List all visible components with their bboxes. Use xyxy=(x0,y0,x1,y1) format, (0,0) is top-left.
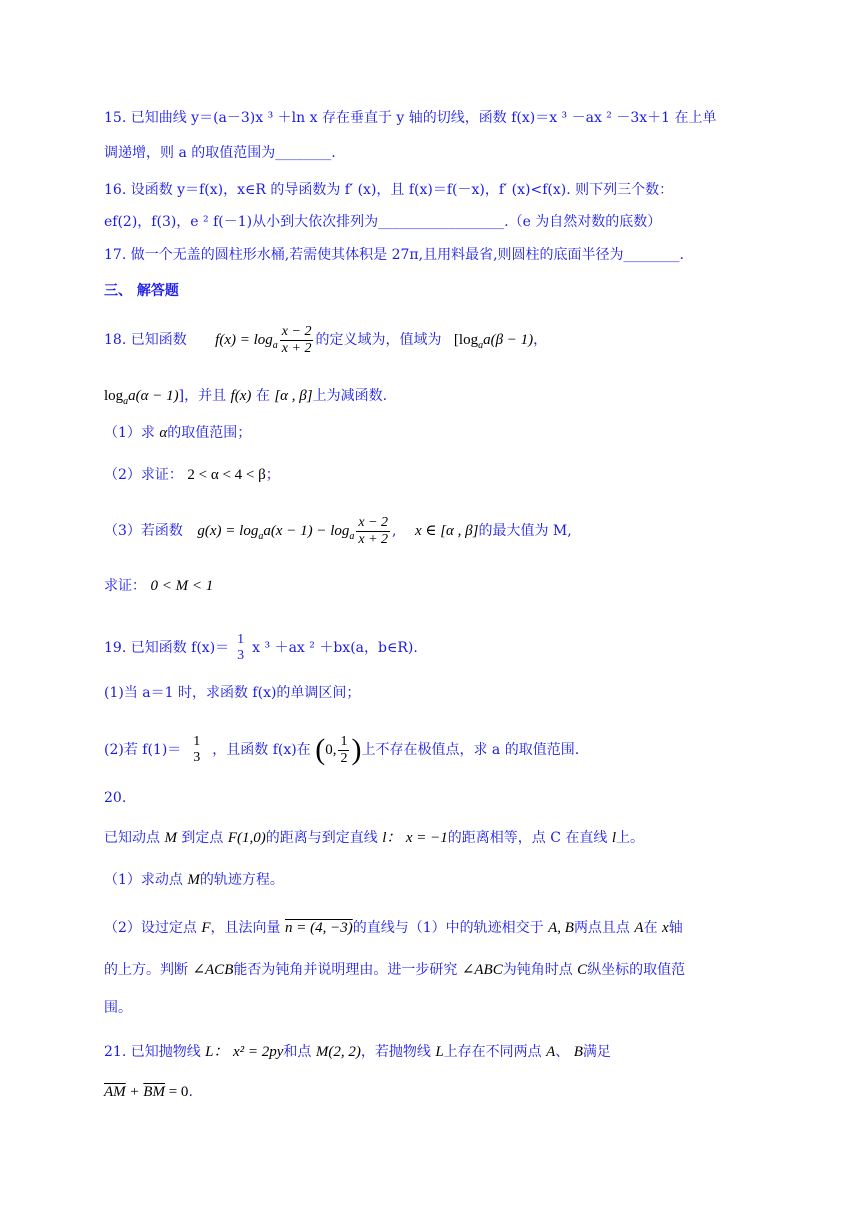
question-19-part1: (1)当 a＝1 时，求函数 f(x)的单调区间； xyxy=(104,685,361,701)
question-20-part2-line1: （2）设过定点 F，且法向量 n = (4, −3)的直线与（1）中的轨迹相交于 A, B两点且点 A在 x轴 xyxy=(104,920,683,936)
question-18-line2 xyxy=(104,386,800,412)
q18-fofx: f(x) xyxy=(230,388,252,404)
q18-part1: （1）求 α的取值范围； xyxy=(104,425,252,441)
q18-interval: [α , β] xyxy=(274,388,313,404)
question-18-line1 xyxy=(104,318,800,362)
question-20-part2-line2: 的上方。判断 ∠ACB能否为钝角并说明理由。进一步研究 ∠ABC为钝角时点 C纵坐标的取值范 xyxy=(104,962,686,978)
question-21-line2: $\overline{AM} + \overline{BM} = 0$. xyxy=(104,1084,193,1100)
q18-comma: ， xyxy=(533,332,548,348)
q18-prefix: 18. 已知函数 xyxy=(104,332,187,348)
question-19-part2: (2)若 f(1)＝ 1 3 ，且函数 f(x)在 (0, $\frac{1}{2}$ )上不存在极值点，求 a 的取值范围. xyxy=(104,733,580,766)
question-15-line1: 15. 已知曲线 y＝(a－3)x ³ ＋ln x 存在垂直于 y 轴的切线，函数 f(x)＝x ³ －ax ² －3x＋1 在上单 xyxy=(104,110,717,126)
q18-and: ，并且 xyxy=(184,388,227,404)
q18-fx: $f(x) = \log_a$ xyxy=(215,332,278,351)
section-heading: 三、 解答题 xyxy=(104,283,179,299)
q18-range-close: ] xyxy=(178,388,185,404)
q18-fraction: $\frac{x - 2}{x + 2}$ xyxy=(281,323,312,356)
q18-proof: 求证： 0 < M < 1 xyxy=(104,578,214,594)
q18-part2: （2）求证： 2 < α < 4 < β； xyxy=(104,467,280,483)
question-20-part2-line3: 围。 xyxy=(104,1000,132,1016)
question-20-number: 20. xyxy=(104,790,127,806)
q18-domain-text: 的定义域为，值域为 xyxy=(315,332,442,348)
question-17: 17. 做一个无盖的圆柱形水桶,若需使其体积是 27π,且用料最省,则圆柱的底面半径为________. xyxy=(104,247,684,263)
question-20-part1: （1）求动点 M的轨迹方程。 xyxy=(104,872,284,888)
q18-dec-text: 上为减函数. xyxy=(312,388,388,404)
question-21-line1: 21. 已知抛物线 L： x² = 2py和点 M(2, 2)，若抛物线 L上存在不同两点 A、 B满足 xyxy=(104,1044,611,1060)
question-16-line2: ef(2)，f(3)，e ² f(－1)从小到大依次排列为__________________.（e 为自然对数的底数） xyxy=(104,214,662,230)
question-16-line1: 16. 设函数 y＝f(x)，x∈R 的导函数为 f′ (x)，且 f(x)＝f(－x)，f′ (x)<f(x). 则下列三个数： xyxy=(104,182,674,198)
q18-in: 在 xyxy=(255,388,270,404)
q18-part3: （3）若函数 $g(x) = \log_aa(x - 1) - \log_a$ $\frac{x - 2}{x + 2}$ , x ∈ [α , β]的最大值为 M, xyxy=(104,514,572,547)
question-15-line2: 调递增，则 a 的取值范围为________. xyxy=(104,145,336,161)
q18-range-right: $\log_aa(\alpha - 1)$ xyxy=(104,388,179,407)
question-20-line1: 已知动点 M 到定点 F(1,0)的距离与到定直线 l： x = −1的距离相等，点 C 在直线 l上。 xyxy=(104,830,644,846)
q18-range-left: [$\log_aa(\beta - 1)$ xyxy=(453,332,534,351)
question-19-line1: 19. 已知函数 f(x)＝ 1 3 x ³ ＋ax ² ＋bx(a，b∈R). xyxy=(104,632,418,663)
